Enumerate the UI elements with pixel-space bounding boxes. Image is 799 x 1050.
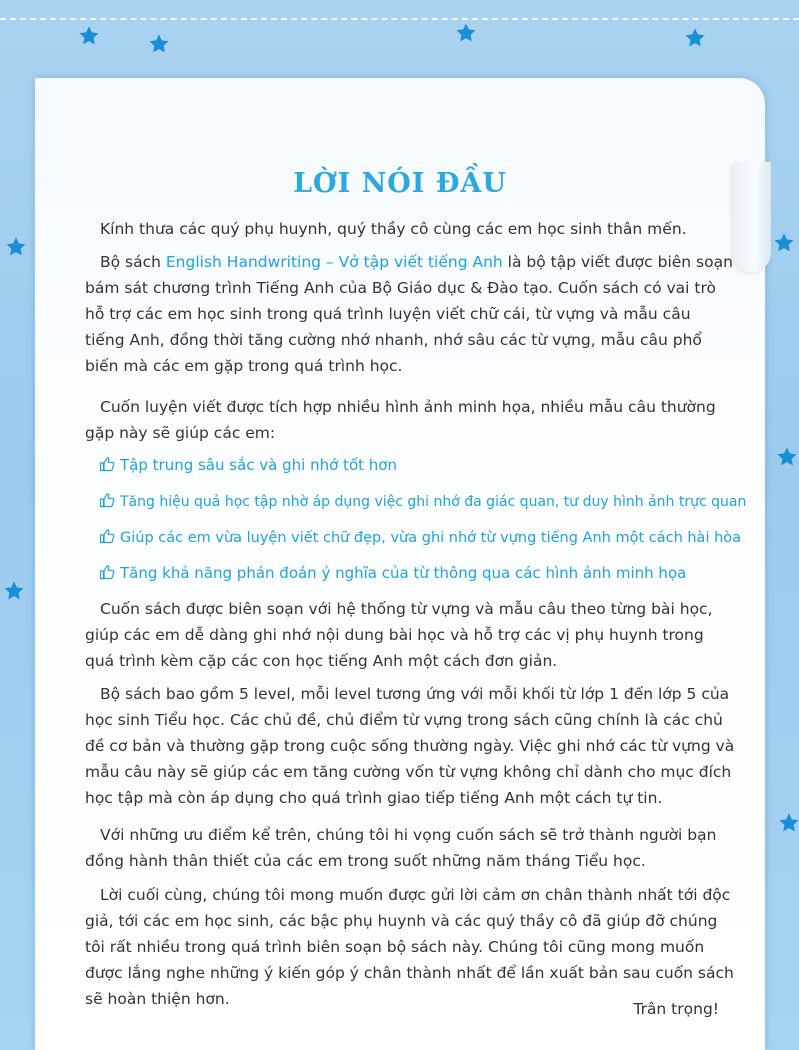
page-title: LỜI NÓI ĐẦU	[293, 168, 507, 199]
stitched-border	[0, 18, 799, 20]
book-name: English Handwriting – Vở tập viết tiếng Anh	[165, 253, 503, 271]
bullet-text: Giúp các em vừa luyện viết chữ đẹp, vừa ghi nhớ từ vựng tiếng Anh một cách hài hòa	[120, 530, 742, 546]
body-paragraph: Với những ưu điểm kể trên, chúng tôi hi vọng cuốn sách sẽ trở thành người bạn đồng hành thân thiết của các em trong suốt những năm tháng Tiểu học.	[85, 826, 717, 870]
star-icon	[148, 33, 170, 55]
intro-paragraph	[85, 249, 735, 379]
star-icon	[684, 27, 706, 49]
bullet-item	[99, 525, 749, 550]
thumbs-up-icon	[99, 564, 115, 580]
thumbs-up-icon	[99, 456, 115, 472]
thumbs-up-icon	[99, 492, 115, 508]
greeting-paragraph: Kính thưa các quý phụ huynh, quý thầy cô cùng các em học sinh thân mến.	[100, 220, 687, 238]
intro-lead: Bộ sách	[100, 253, 166, 271]
star-icon	[778, 812, 799, 834]
bullet-item	[99, 561, 749, 585]
bullet-item	[99, 453, 749, 477]
star-icon	[5, 236, 27, 258]
body-paragraph: Cuốn sách được biên soạn với hệ thống từ vựng và mẫu câu theo từng bài học, giúp các em dễ dàng ghi nhớ nội dung bài học và hỗ trợ các vị phụ huynh trong quá trình kèm cặp các con học tiếng Anh một cách đơn giản.	[85, 600, 713, 670]
paper-sheet	[35, 78, 765, 1050]
signoff: Trân trọng!	[633, 1000, 719, 1018]
star-icon	[78, 25, 100, 47]
bullet-item	[99, 489, 749, 514]
body-paragraph: Lời cuối cùng, chúng tôi mong muốn được gửi lời cảm ơn chân thành nhất tới độc giả, tới các em học sinh, các bậc phụ huynh và các quý thầy cô đã giúp đỡ chúng tôi rất nhiều trong quá trình biên soạn bộ sách này. Chúng tôi cũng mong muốn được lắng nghe những ý kiến góp ý chân thành nhất để lần xuất bản sau cuốn sách sẽ hoàn thiện hơn.	[85, 886, 734, 1008]
star-icon	[776, 446, 798, 468]
star-icon	[3, 580, 25, 602]
bullet-text: Tập trung sâu sắc và ghi nhớ tốt hơn	[120, 456, 397, 474]
intro-rest: là bộ tập viết được biên soạn bám sát chương trình Tiếng Anh của Bộ Giáo dục & Đào tạo. Cuốn sách có vai trò hỗ trợ các em học sinh trong quá trình luyện viết chữ cái, từ vựng và mẫu câu tiếng Anh, đồng thời tăng cường nhớ nhanh, nhớ sâu các từ vựng, mẫu câu phổ biến mà các em gặp trong quá trình học.	[85, 253, 733, 375]
star-icon	[773, 232, 795, 254]
features-intro-paragraph: Cuốn luyện viết được tích hợp nhiều hình ảnh minh họa, nhiều mẫu câu thường gặp này sẽ giúp các em:	[85, 398, 716, 442]
body-paragraph: Bộ sách bao gồm 5 level, mỗi level tương ứng với mỗi khối từ lớp 1 đến lớp 5 của học sinh Tiểu học. Các chủ đề, chủ điểm từ vựng trong sách cũng chính là các chủ đề cơ bản và thường gặp trong cuộc sống thường ngày. Việc ghi nhớ các từ vựng và mẫu câu này sẽ giúp các em tăng cường vốn từ vựng không chỉ dành cho mục đích học tập mà còn áp dụng cho quá trình giao tiếp tiếng Anh một cách tự tin.	[85, 685, 735, 807]
star-icon	[455, 22, 477, 44]
bullet-text: Tăng khả năng phán đoán ý nghĩa của từ thông qua các hình ảnh minh họa	[120, 564, 687, 582]
bullet-text: Tăng hiệu quả học tập nhờ áp dụng việc ghi nhớ đa giác quan, tư duy hình ảnh trực quan	[120, 494, 747, 510]
thumbs-up-icon	[99, 528, 115, 544]
